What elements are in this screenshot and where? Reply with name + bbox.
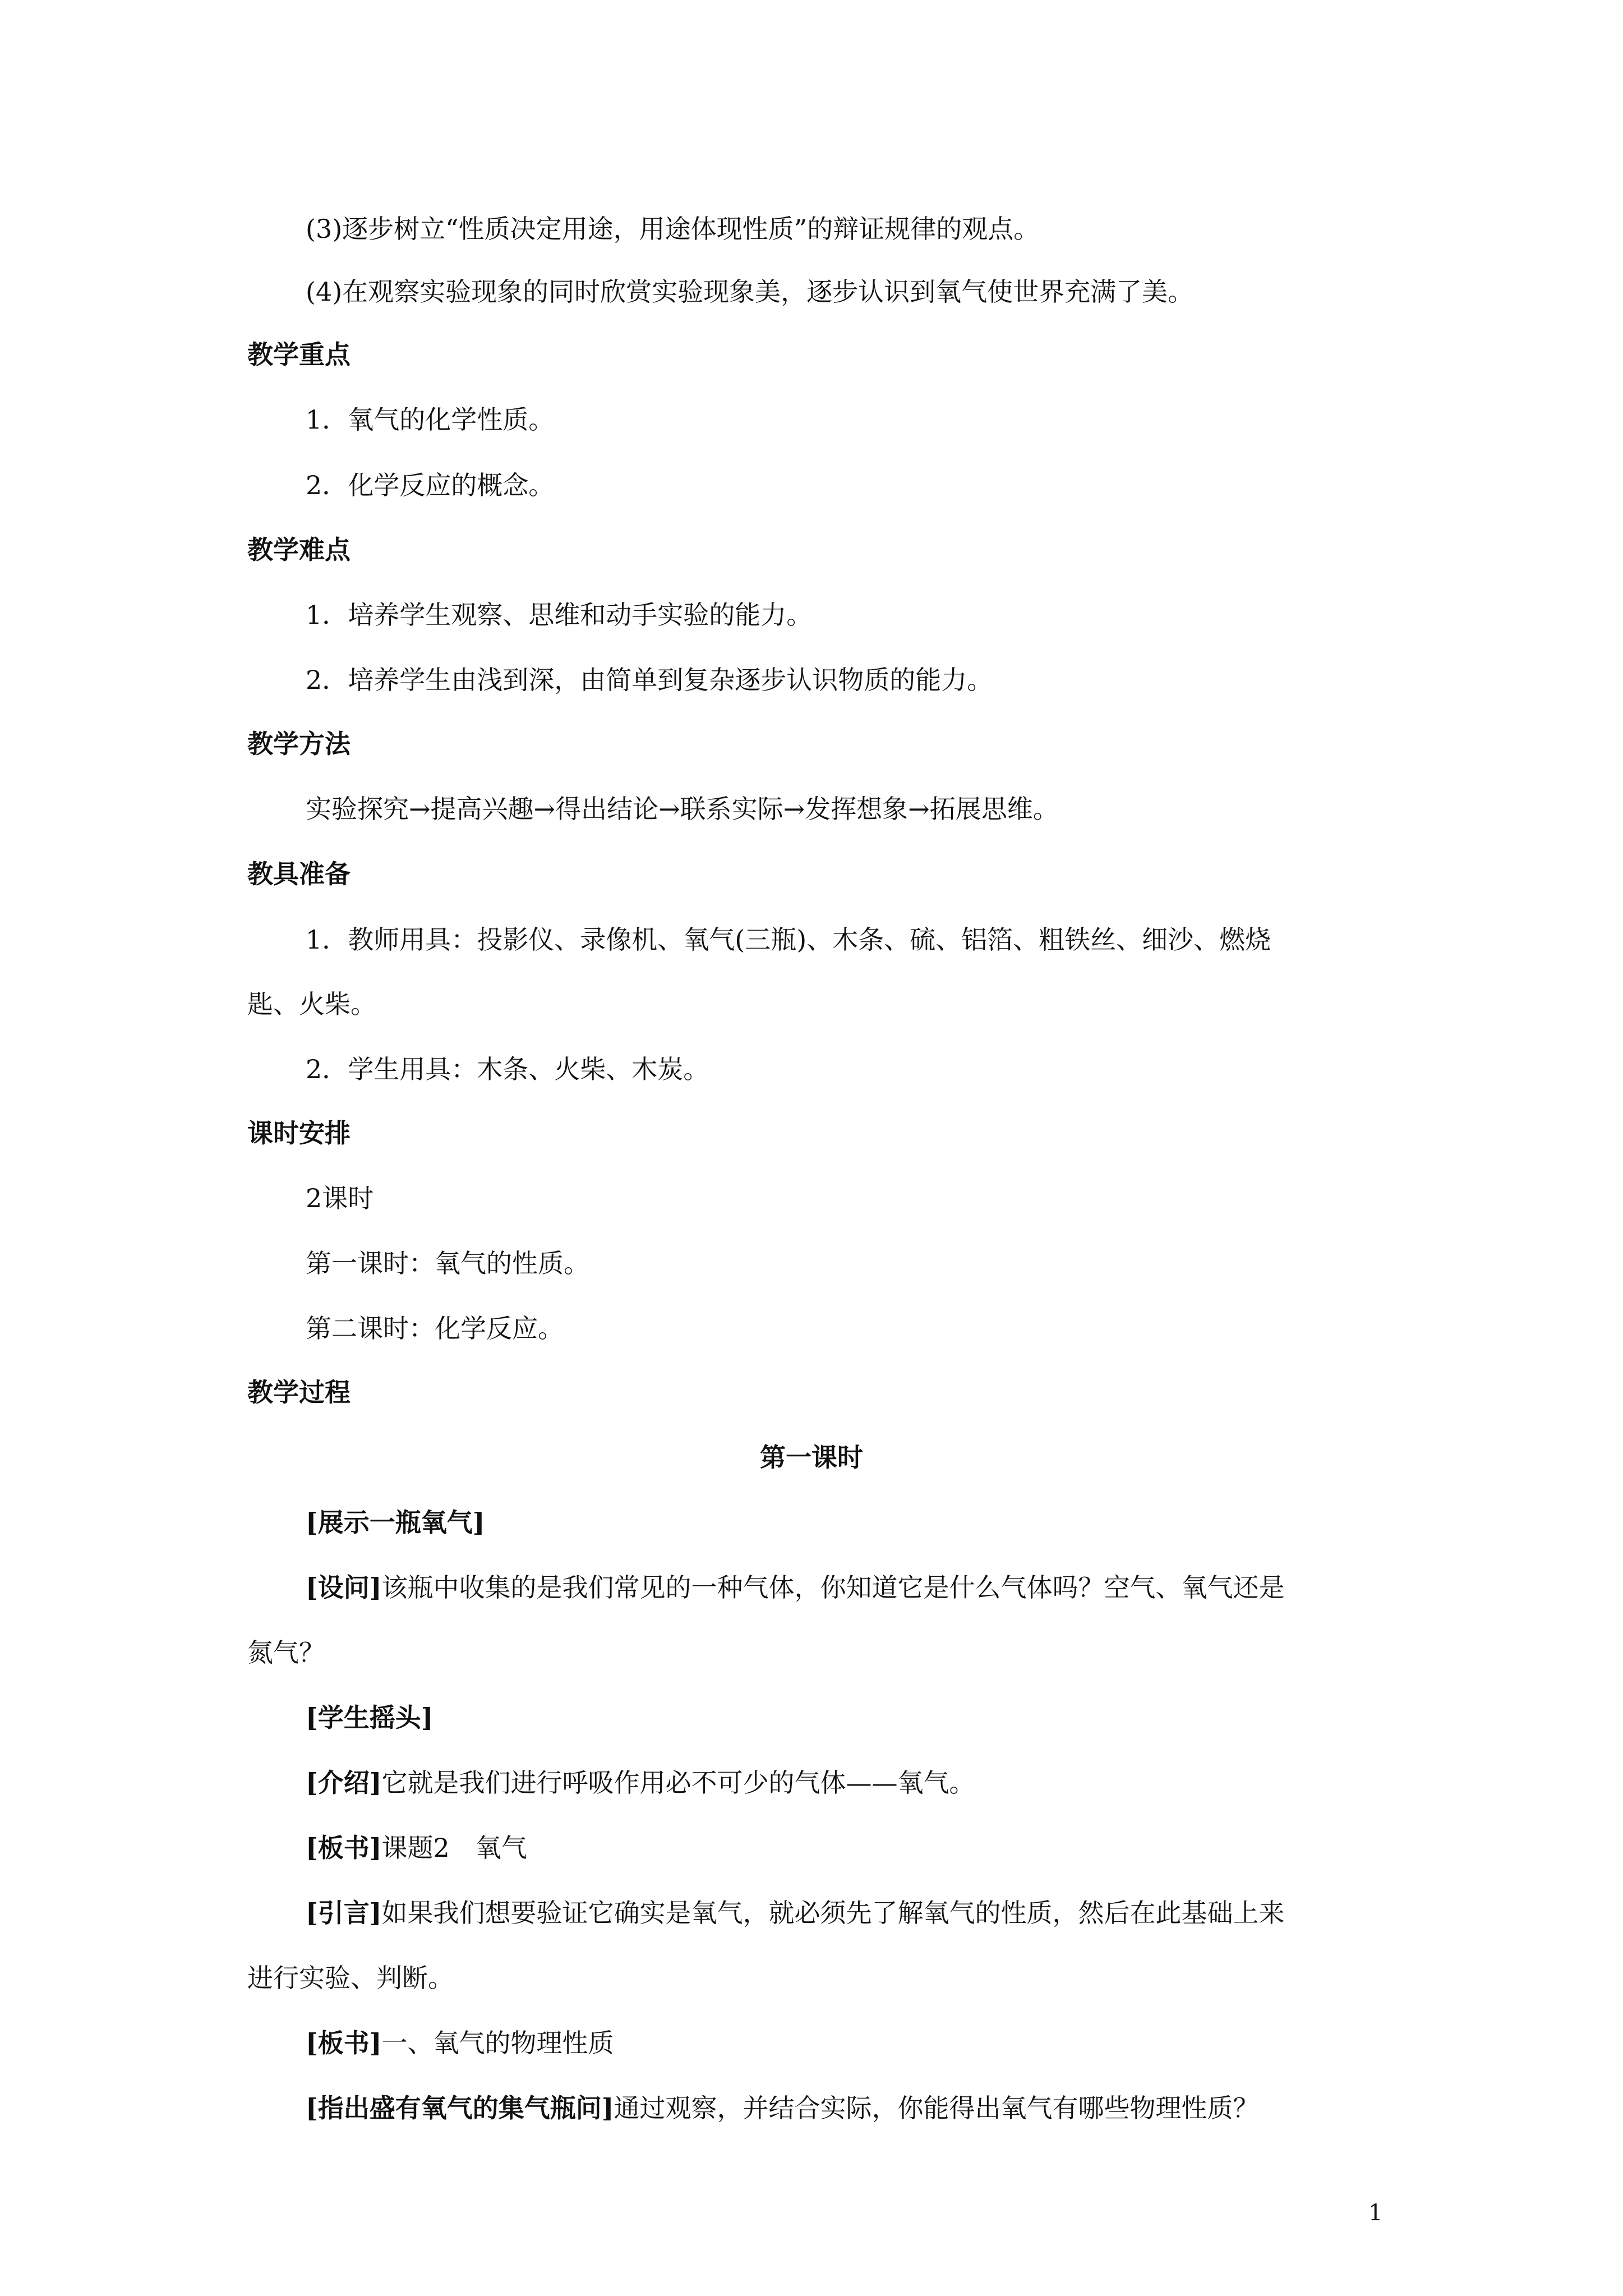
step-tag: [介绍]: [306, 1768, 382, 1798]
tools-item-1-cont: 匙、火柴。: [247, 989, 376, 1019]
step-tag: [板书]: [306, 1833, 382, 1863]
step-text: 它就是我们进行呼吸作用必不可少的气体——氧气。: [381, 1768, 975, 1798]
difficulty-item-1: 1．培养学生观察、思维和动手实验的能力。: [306, 600, 813, 630]
heading-teaching-tools: 教具准备: [247, 859, 351, 889]
process-step-introduce: [306, 1766, 1399, 1800]
heading-teaching-difficulty: 教学难点: [247, 535, 351, 565]
process-step-question: [306, 1571, 1399, 1604]
step-tag: [学生摇头]: [306, 1703, 434, 1733]
schedule-lesson-2: 第二课时：化学反应。: [306, 1313, 564, 1343]
process-step-show: [306, 1506, 1399, 1539]
schedule-lesson-1: 第一课时：氧气的性质。: [306, 1248, 589, 1278]
step-text: 通过观察，并结合实际，你能得出氧气有哪些物理性质？: [614, 2093, 1259, 2123]
step-text: 课题2 氧气: [381, 1833, 527, 1863]
schedule-total: 2课时: [306, 1183, 374, 1213]
process-step-lead-in: [306, 1896, 1399, 1930]
process-step-shake-head: [306, 1701, 1399, 1734]
heading-schedule: 课时安排: [247, 1118, 351, 1148]
step-tag: [设问]: [306, 1572, 382, 1603]
step-text: 该瓶中收集的是我们常见的一种气体，你知道它是什么气体吗？空气、氧气还是: [381, 1572, 1285, 1603]
process-step-point-out: [306, 2091, 1399, 2125]
process-step-board-1: [306, 1831, 1399, 1865]
objective-4: (4)在观察实验现象的同时欣赏实验现象美，逐步认识到氧气使世界充满了美。: [306, 277, 1194, 307]
process-step-question-cont: 氮气？: [247, 1637, 325, 1668]
process-step-board-2: [306, 2026, 1399, 2060]
heading-process: 教学过程: [247, 1377, 351, 1407]
page-number: 1: [1368, 2200, 1383, 2226]
step-tag: [板书]: [306, 2028, 382, 2058]
step-tag: [引言]: [306, 1898, 382, 1928]
lesson-title: 第一课时: [760, 1442, 863, 1473]
heading-teaching-focus: 教学重点: [247, 339, 351, 370]
heading-teaching-method: 教学方法: [247, 729, 351, 759]
step-tag: [展示一瓶氧气]: [306, 1507, 485, 1538]
difficulty-item-2: 2．培养学生由浅到深，由简单到复杂逐步认识物质的能力。: [306, 665, 993, 695]
process-step-lead-in-cont: 进行实验、判断。: [247, 1963, 454, 1993]
step-tag: [指出盛有氧气的集气瓶问]: [306, 2093, 614, 2123]
method-text: 实验探究→提高兴趣→得出结论→联系实际→发挥想象→拓展思维。: [306, 794, 1059, 824]
tools-item-2: 2．学生用具：木条、火柴、木炭。: [306, 1054, 709, 1084]
step-text: 如果我们想要验证它确实是氧气，就必须先了解氧气的性质，然后在此基础上来: [381, 1898, 1285, 1928]
objective-3: (3)逐步树立“性质决定用途，用途体现性质”的辩证规律的观点。: [306, 214, 1040, 244]
focus-item-2: 2．化学反应的概念。: [306, 470, 555, 500]
step-text: 一、氧气的物理性质: [381, 2028, 614, 2058]
tools-item-1: 1．教师用具：投影仪、录像机、氧气(三瓶)、木条、硫、铝箔、粗铁丝、细沙、燃烧: [306, 924, 1271, 955]
focus-item-1: 1．氧气的化学性质。: [306, 404, 555, 435]
